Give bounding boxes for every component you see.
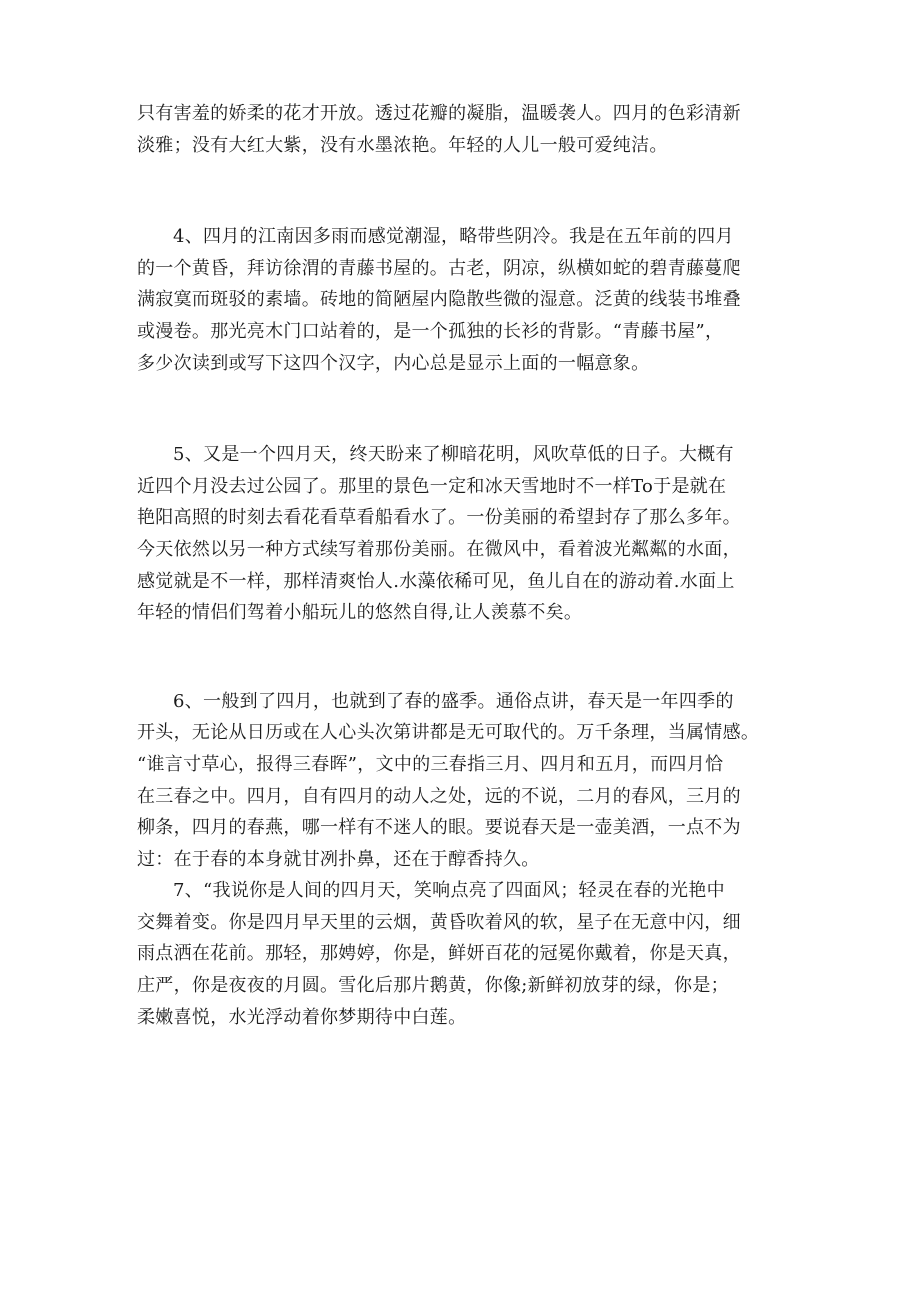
text-line: 柔嫩喜悦，水光浮动着你梦期待中白莲。: [137, 1006, 467, 1028]
text-line: 5、又是一个四月天，终天盼来了柳暗花明，风吹草低的日子。大概有: [173, 444, 734, 466]
text-line: 的一个黄昏，拜访徐渭的青藤书屋的。古老，阴凉，纵横如蛇的碧青藤蔓爬: [137, 257, 741, 279]
text-line: 4、四月的江南因多雨而感觉潮湿，略带些阴冷。我是在五年前的四月: [173, 226, 734, 248]
paragraph-continued: [137, 98, 789, 161]
text-line: 开头，无论从日历或在人心头次第讲都是无可取代的。万千条理，当属情感。: [137, 722, 760, 744]
text-line: 雨点洒在花前。那轻，那娉婷，你是，鲜妍百花的冠冕你戴着，你是天真，: [137, 943, 741, 965]
document-page: [137, 98, 789, 1033]
text-line: 近四个月没去过公园了。那里的景色一定和冰天雪地时不一样To于是就在: [137, 475, 727, 497]
text-line: 6、一般到了四月，也就到了春的盛季。通俗点讲，春天是一年四季的: [173, 690, 734, 712]
text-line: 在三春之中。四月，自有四月的动人之处，远的不说，二月的春风，三月的: [137, 785, 741, 807]
text-line: 今天依然以另一种方式续写着那份美丽。在微风中，看着波光粼粼的水面，: [137, 538, 741, 560]
text-line: 只有害羞的娇柔的花才开放。透过花瓣的凝脂，温暖袭人。四月的色彩清新: [137, 103, 741, 124]
text-line: 感觉就是不一样，那样清爽怡人.水藻依稀可见，鱼儿自在的游动着.水面上: [137, 570, 735, 592]
paragraph-5: [137, 439, 789, 629]
text-line: 7、“我说你是人间的四月天，笑响点亮了四面风；轻灵在春的光艳中: [173, 880, 725, 902]
text-line: 庄严，你是夜夜的月圆。雪化后那片鹅黄，你像;新鲜初放芽的绿，你是；: [137, 975, 729, 997]
text-line: 过：在于春的本身就甘冽扑鼻，还在于醇香持久。: [137, 848, 540, 870]
text-line: “谁言寸草心，报得三春晖”，文中的三春指三月、四月和五月，而四月恰: [137, 753, 724, 775]
text-line: 多少次读到或写下这四个汉字，内心总是显示上面的一幅意象。: [137, 352, 650, 374]
text-line: 年轻的情侣们驾着小船玩儿的悠然自得,让人羡慕不矣。: [137, 602, 583, 624]
text-line: 满寂寞而斑驳的素墙。砖地的简陋屋内隐散些微的湿意。泛黄的线装书堆叠: [137, 289, 741, 311]
text-line: 艳阳高照的时刻去看花看草看船看水了。一份美丽的希望封存了那么多年。: [137, 507, 741, 529]
paragraph-7: [137, 875, 789, 1033]
paragraph-4: [137, 221, 789, 379]
text-line: 或漫卷。那光亮木门口站着的，是一个孤独的长衫的背影。“青藤书屋”，: [137, 320, 724, 342]
paragraph-6: [137, 686, 789, 876]
text-line: 柳条，四月的春燕，哪一样有不迷人的眼。要说春天是一壶美酒，一点不为: [137, 817, 741, 839]
text-line: 淡雅；没有大红大紫，没有水墨浓艳。年轻的人儿一般可爱纯洁。: [137, 134, 668, 156]
text-line: 交舞着变。你是四月早天里的云烟，黄昏吹着风的软，星子在无意中闪，细: [137, 911, 741, 933]
